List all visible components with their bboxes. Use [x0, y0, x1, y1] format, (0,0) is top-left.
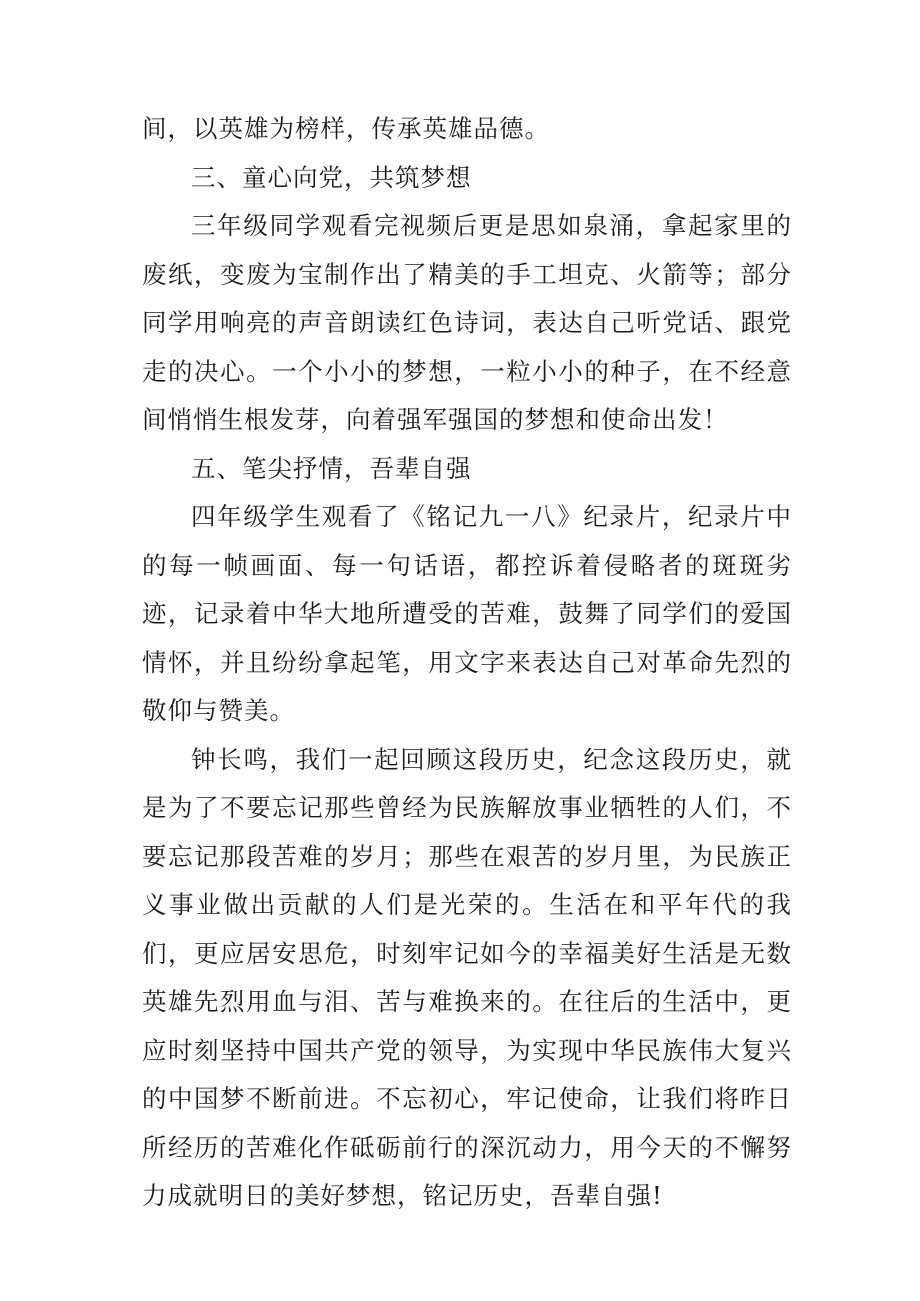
paragraph-grade-three: 三年级同学观看完视频后更是思如泉涌，拿起家里的废纸，变废为宝制作出了精美的手工坦克、火箭等；部分同学用响亮的声音朗读红色诗词，表达自己听党话、跟党走的决心。一个小小的梦想，一粒小小的种子，在不经意间悄悄生根发芽，向着强军强国的梦想和使命出发！ — [142, 211, 792, 434]
section-heading-three: 三、童心向党，共筑梦想 — [191, 162, 472, 192]
paragraph-conclusion: 钟长鸣，我们一起回顾这段历史，纪念这段历史，就是为了不要忘记那些曾经为民族解放事业牺牲的人们，不要忘记那段苦难的岁月；那些在艰苦的岁月里，为民族正义事业做出贡献的人们是光荣的。生活在和平年代的我们，更应居安思危，时刻牢记如今的幸福美好生活是无数英雄先烈用血与泪、苦与难换来的。在往后的生活中，更应时刻坚持中国共产党的领导，为实现中华民族伟大复兴的中国梦不断前进。不忘初心，牢记使命，让我们将昨日所经历的苦难化作砥砺前行的深沉动力，用今天的不懈努力成就明日的美好梦想，铭记历史，吾辈自强! — [142, 744, 792, 1210]
document-body — [142, 105, 792, 1221]
paragraph-grade-four: 四年级学生观看了《铭记九一八》纪录片，纪录片中的每一帧画面、每一句话语，都控诉着侵略者的斑斑劣迹，记录着中华大地所遭受的苦难，鼓舞了同学们的爱国情怀，并且纷纷拿起笔，用文字来表达自己对革命先烈的敬仰与赞美。 — [142, 502, 792, 725]
section-heading-five: 五、笔尖抒情，吾辈自强 — [191, 453, 472, 483]
paragraph-continuation: 间，以英雄为榜样，传承英雄品德。 — [142, 114, 550, 143]
